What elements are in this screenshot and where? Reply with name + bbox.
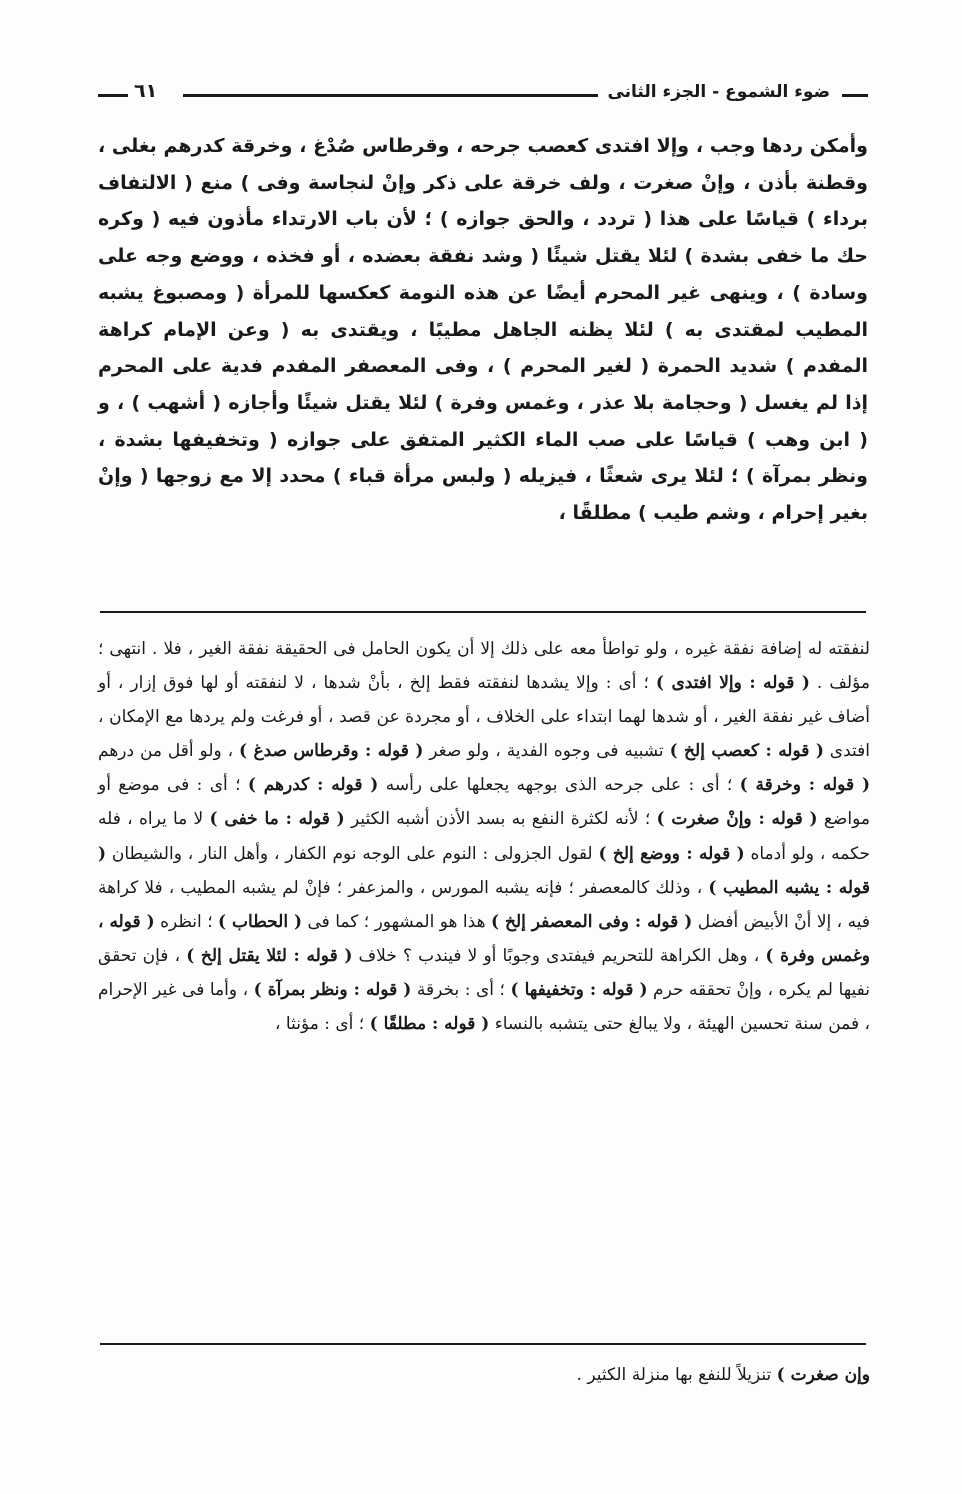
footnote-text: ؛ لأنه لكثرة النفع به بسد الأذن أشبه الكثير (344, 809, 657, 830)
footnote-lemma: ( قوله ، وغمس وفرة ) (98, 911, 870, 966)
footnote-continuation (98, 1358, 870, 1392)
footnote-lemma: ( قوله : مطلقًا ) (369, 1014, 490, 1035)
footnote-text: ، وهل الكراهة للتحريم فيفتدى وجوبًا أو لا فيندب ؟ خلاف (352, 945, 766, 966)
footnote-text: ؛ انظره (154, 911, 219, 932)
header-rule-right (842, 94, 868, 97)
footnote-text: ، ولو أقل من درهم (98, 741, 240, 762)
footnote-lemma: ( قوله : كعصب إلخ ) (669, 741, 824, 762)
footnote-text: ، وأما فى غير الإحرام ، فمن سنة تحسين الهيئة ، ولا يبالغ حتى يتشبه بالنساء (98, 979, 870, 1035)
header-rule-left (98, 94, 128, 97)
footnote-text: ؛ أى : على جرحه الذى بوجهه يجعلها على رأسه (378, 775, 740, 796)
footnotes (98, 632, 870, 1041)
footnote-lemma: ( قوله : وخرقة ) (739, 775, 870, 796)
footnote-divider (100, 611, 866, 613)
footnote-lemma: ( قوله : كدرهم ) (247, 775, 379, 796)
footnote-text: ؛ أى : وإلا يشدها لنفقته فقط إلخ ، بأنْ شدها ، لا لنفقته أو لها فوق إزار ، أو أضاف غير نفقة الغير ، أو شدها لهما ابتداء على الخلاف ، أو مجردة عن قصد ، أو فرغت ولم يردها مع الإمكان ، افتدى (98, 673, 870, 762)
page-number: ٦١ (134, 80, 158, 102)
footnote-continuation-text: تنزيلاً للنفع بها منزلة الكثير . (576, 1365, 777, 1385)
footnote-lemma: ( قوله : وإنْ صغرت ) (656, 809, 818, 830)
footnote-text: ؛ أى : فى موضع أو مواضع (98, 775, 870, 830)
footnote-text: تشبيه فى وجوه الفدية ، ولو صغر (423, 741, 670, 762)
footnote-lemma: ( قوله : وفى المعصفر إلخ ) (490, 911, 693, 932)
footnote-text: هذا هو المشهور ؛ كما فى (302, 911, 491, 932)
footnote-lemma: ( قوله : وقرطاس صدغ ) (239, 741, 424, 762)
footnote-lemma: ( قوله : وتخفيفها ) (510, 979, 648, 1000)
footnote-lemma: ( قوله : ما خفى ) (209, 809, 345, 830)
footnote-lemma: ( قوله : لئلا يقتل إلخ ) (186, 945, 353, 966)
header-rule (183, 94, 598, 97)
book-title: ضوء الشموع - الجزء الثانى (599, 82, 838, 102)
footnote-lemma: ( قوله : وإلا افتدى ) (655, 673, 810, 694)
footnote-text: ؛ أى : مؤنثا ، (275, 1014, 370, 1035)
footnote-text: ؛ أى : بخرقة (411, 979, 511, 1000)
footnote-divider-bottom (100, 1343, 866, 1345)
footnote-lemma: ( قوله : ونظر بمرآة ) (253, 979, 412, 1000)
running-header (98, 80, 868, 110)
footnote-lemma: ( قوله : ووضع إلخ ) (598, 843, 745, 864)
footnote-text: ، وذلك كالمعصفر ؛ فإنه يشبه المورس ، والمزعفر ؛ فإنْ لم يشبه المطيب ، فلا كراهة فيه ، إلا أنْ الأبيض أفضل (98, 877, 870, 932)
footnote-text: لا ما يراه ، فله حكمه ، ولو أدماه (98, 809, 870, 864)
footnote-continuation-bold: وإن صغرت ) (776, 1365, 870, 1385)
footnote-text: لقول الجزولى : النوم على الوجه نوم الكفار ، وأهل النار ، والشيطان (106, 843, 599, 864)
main-text: وأمكن ردها وجب ، وإلا افتدى كعصب جرحه ، وقرطاس صُدْغ ، وخرقة كدرهم بغلى ، وقطنة بأذن ، وإنْ صغرت ، ولف خرقة على ذكر وإنْ لنجاسة وفى ) منع ( الالتفاف برداء ) قياسًا على هذا ( تردد ، والحق جوازه ) ؛ لأن باب الارتداء مأذون فيه ( وكره حك ما خفى بشدة ) لئلا يقتل شيئًا ( وشد نفقة بعضده ، أو فخذه ، ووضع وجه على وسادة ) ، وينهى غير المحرم أيضًا عن هذه النومة كعكسها للمرأة ( ومصبوغ يشبه المطيب لمقتدى به ) لئلا يظنه الجاهل مطيبًا ، ويقتدى به ( وعن الإمام كراهة المفدم ) شديد الحمرة ( لغير المحرم ) ، وفى المعصفر المفدم فدية على المحرم إذا لم يغسل ( وحجامة بلا عذر ، وغمس وفرة ) لئلا يقتل شيئًا وأجازه ( أشهب ) ، و ( ابن وهب ) قياسًا على صب الماء الكثير المتفق على جوازه ( وتخفيفها بشدة ، ونظر بمرآة ) ؛ لئلا يرى شعثًا ، فيزيله ( ولبس مرأة قباء ) محدد إلا مع زوجها ( وإنْ بغير إحرام ، وشم طيب ) مطلقًا ، (98, 135, 868, 525)
footnote-text: لنفقته له إضافة نفقة غيره ، ولو تواطأ معه على ذلك إلا أن يكون الحامل فى الحقيقة نفقة الغير ، فلا . انتهى ؛ مؤلف . (98, 639, 870, 694)
footnote-lemma: ( قوله : يشبه المطيب ) (98, 843, 870, 898)
footnote-lemma: ( الحطاب ) (218, 911, 303, 932)
footnote-text: ، فإن تحقق نفيها لم يكره ، وإنْ تحققه حرم (98, 945, 870, 1000)
